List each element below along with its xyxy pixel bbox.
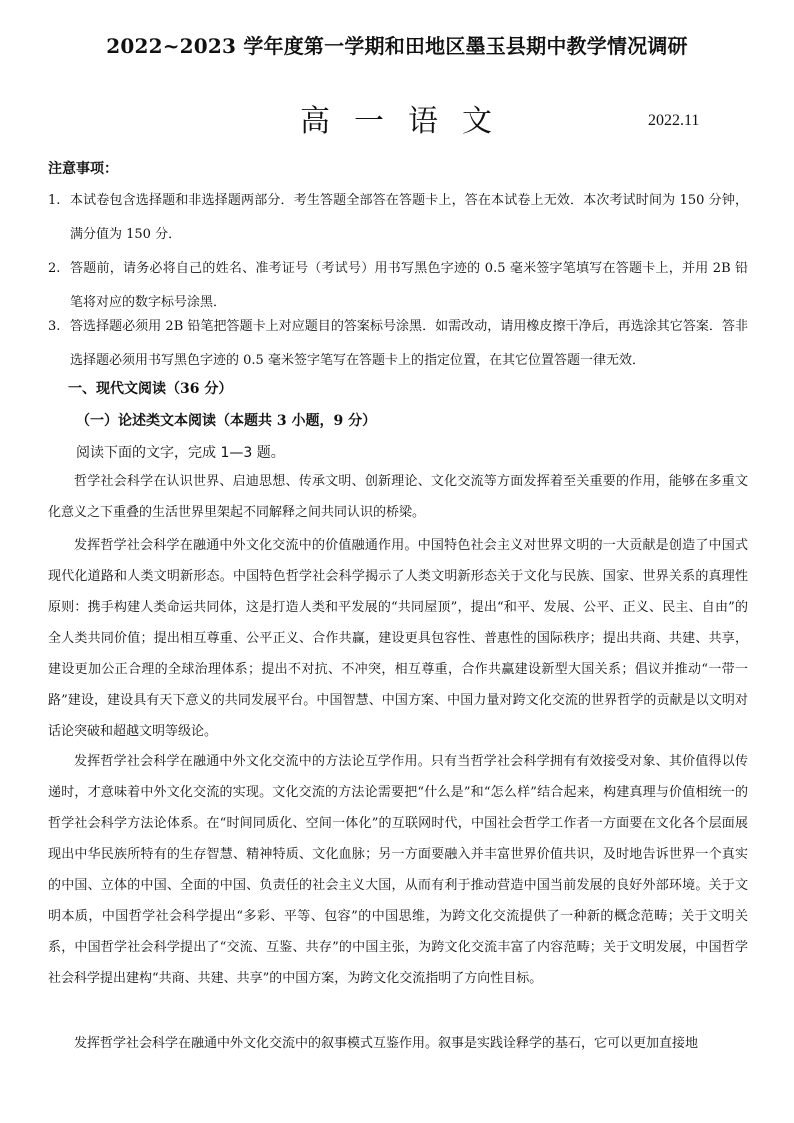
notice-item-1 xyxy=(48,184,748,252)
passage-paragraph-4: 发挥哲学社会科学在融通中外文化交流中的叙事模式互鉴作用。叙事是实践诠释学的基石，它可以更加直接地 xyxy=(74,1036,699,1051)
passage-paragraph-2: 发挥哲学社会科学在融通中外文化交流中的价值融通作用。中国特色社会主义对世界文明的一大贡献是创造了中国式现代化道路和人类文明新形态。中国特色哲学社会科学揭示了人类文明新形态关于文化与民族、国家、世界关系的真理性原则：携手构建人类命运共同体，这是打造人类和平发展的“共同屋顶”，提出“和平、发展、公平、正义、民主、自由”的全人类共同价值；提出相互尊重、公平正义、合作共赢，建设更具包容性、普惠性的国际秩序；提出共商、共建、共享，建设更加公正合理的全球治理体系；提出不对抗、不冲突，相互尊重，合作共赢建设新型大国关系；倡议并推动“一带一路”建设，建设具有天下意义的共同发展平台。中国智慧、中国方案、中国力量对跨文化交流的世界哲学的贡献是以文明对话论突破和超越文明等级论。 xyxy=(48,538,748,739)
exam-date: 2022.11 xyxy=(648,112,700,129)
subsection-heading: （一）论述类文本阅读（本题共 3 小题，9 分） xyxy=(76,413,377,429)
notice-heading: 注意事项： xyxy=(48,161,118,177)
notice-item-number: 1. xyxy=(48,193,61,208)
passage-paragraph-1: 哲学社会科学在认识世界、启迪思想、传承文明、创新理论、文化交流等方面发挥着至关重要的作用，能够在多重文化意义之下重叠的生活世界里架起不同解释之间共同认识的桥梁。 xyxy=(48,474,748,520)
notice-item-text: 答选择题必须用 2B 铅笔把答题卡上对应题目的答案标号涂黑．如需改动，请用橡皮擦干净后，再选涂其它答案．答非选择题必须用书写黑色字迹的 0.5 毫米签字笔写在答题卡上的指定位置，在其它位置答题一律无效． xyxy=(70,319,748,368)
notice-item-3 xyxy=(48,310,748,378)
subject-title: 高一语文 xyxy=(300,104,516,139)
exam-title: 2022~2023 学年度第一学期和田地区墨玉县期中教学情况调研 xyxy=(106,34,688,58)
notice-item-text: 答题前，请务必将自己的姓名、准考证号（考试号）用书写黑色字迹的 0.5 毫米签字笔填写在答题卡上，并用 2B 铅笔将对应的数字标号涂黑． xyxy=(70,261,748,310)
passage-paragraph-3: 发挥哲学社会科学在融通中外文化交流中的方法论互学作用。只有当哲学社会科学拥有有效接受对象、其价值得以传递时，才意味着中外文化交流的实现。文化交流的方法论需要把“什么是”和“怎么样”结合起来，构建真理与价值相统一的哲学社会科学方法论体系。在“时间同质化、空间一体化”的互联网时代，中国社会哲学工作者一方面要在文化各个层面展现出中华民族所特有的生存智慧、精神特质、文化血脉；另一方面要融入并丰富世界价值共识，及时地告诉世界一个真实的中国、立体的中国、全面的中国、负责任的社会主义大国，从而有利于推动营造中国当前发展的良好外部环境。关于文明本质，中国哲学社会科学提出“多彩、平等、包容”的中国思维，为跨文化交流提供了一种新的概念范畴；关于文明关系，中国哲学社会科学提出了“交流、互鉴、共存”的中国主张，为跨文化交流丰富了内容范畴；关于文明发展，中国哲学社会科学提出建构“共商、共建、共享”的中国方案，为跨文化交流指明了方向性目标。 xyxy=(48,754,748,986)
notice-item-number: 2. xyxy=(48,261,61,276)
notice-item-text: 本试卷包含选择题和非选择题两部分．考生答题全部答在答题卡上，答在本试卷上无效．本次考试时间为 150 分钟，满分值为 150 分． xyxy=(70,193,748,242)
section-heading: 一、现代文阅读（36 分） xyxy=(68,381,233,397)
reading-instruction: 阅读下面的文字，完成 1—3 题。 xyxy=(76,445,285,461)
notice-item-number: 3. xyxy=(48,319,61,334)
